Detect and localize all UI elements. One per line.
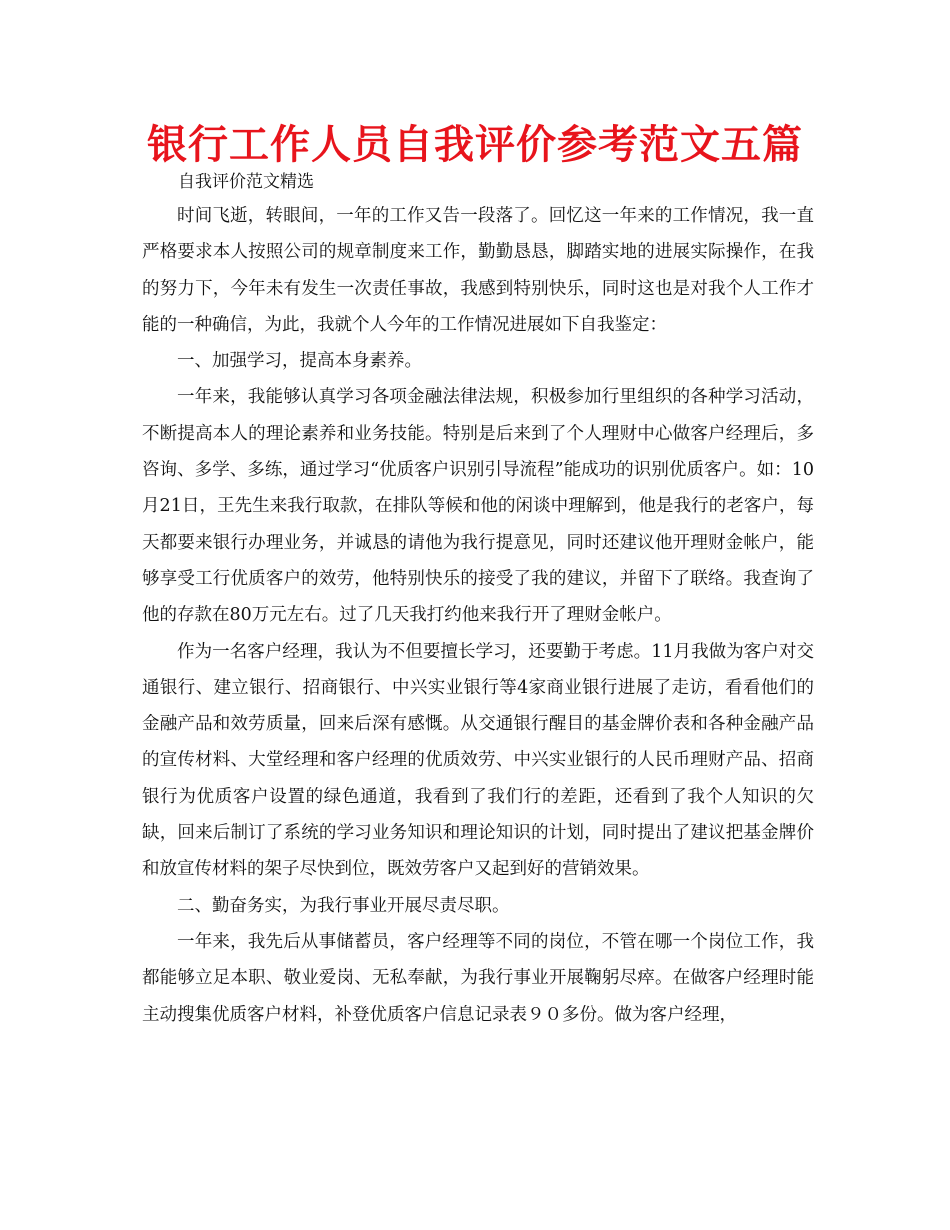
document-subtitle: 自我评价范文精选 <box>178 172 314 192</box>
document-body <box>142 198 814 1033</box>
paragraph-duties: 一年来，我先后从事储蓄员，客户经理等不同的岗位，不管在哪一个岗位工作，我都能够立足本职、敬业爱岗、无私奉献，为我行事业开展鞠躬尽瘁。在做客户经理时能主动搜集优质客户材料，补登优质客户信息记录表９０多份。做为客户经理， <box>142 931 814 1025</box>
section-heading-2: 二、勤奋务实，为我行事业开展尽责尽职。 <box>177 895 510 916</box>
paragraph-visits: 作为一名客户经理，我认为不但要擅长学习，还要勤于考虑。11月我做为客户对交通银行、建立银行、招商银行、中兴实业银行等4家商业银行进展了走访，看看他们的金融产品和效劳质量，回来后深有感慨。从交通银行醒目的基金牌价表和各种金融产品的宣传材料、大堂经理和客户经理的优质效劳、中兴实业银行的人民币理财产品、招商银行为优质客户设置的绿色通道，我看到了我们行的差距，还看到了我个人知识的欠缺，回来后制订了系统的学习业务知识和理论知识的计划，同时提出了建议把基金牌价和放宣传材料的架子尽快到位，既效劳客户又起到好的营销效果。 <box>142 641 814 880</box>
section-heading-1: 一、加强学习，提高本身素养。 <box>177 351 422 372</box>
document-title: 银行工作人员自我评价参考范文五篇 <box>147 122 803 168</box>
paragraph-intro: 时间飞逝，转眼间，一年的工作又告一段落了。回忆这一年来的工作情况，我一直严格要求本人按照公司的规章制度来工作，勤勤恳恳，脚踏实地的进展实际操作，在我的努力下，今年未有发生一次责任事故，我感到特别快乐，同时这也是对我个人工作才能的一种确信，为此，我就个人今年的工作情况进展如下自我鉴定： <box>142 206 814 335</box>
paragraph-study: 一年来，我能够认真学习各项金融法律法规，积极参加行里组织的各种学习活动，不断提高本人的理论素养和业务技能。特别是后来到了个人理财中心做客户经理后，多咨询、多学、多练，通过学习“优质客户识别引导流程”能成功的识别优质客户。如：10月21日，王先生来我行取款，在排队等候和他的闲谈中理解到，他是我行的老客户，每天都要来银行办理业务，并诚恳的请他为我行提意见，同时还建议他开理财金帐户，能够享受工行优质客户的效劳，他特别快乐的接受了我的建议，并留下了联络。我查询了他的存款在80万元左右。过了几天我打约他来我行开了理财金帐户。 <box>142 387 814 626</box>
